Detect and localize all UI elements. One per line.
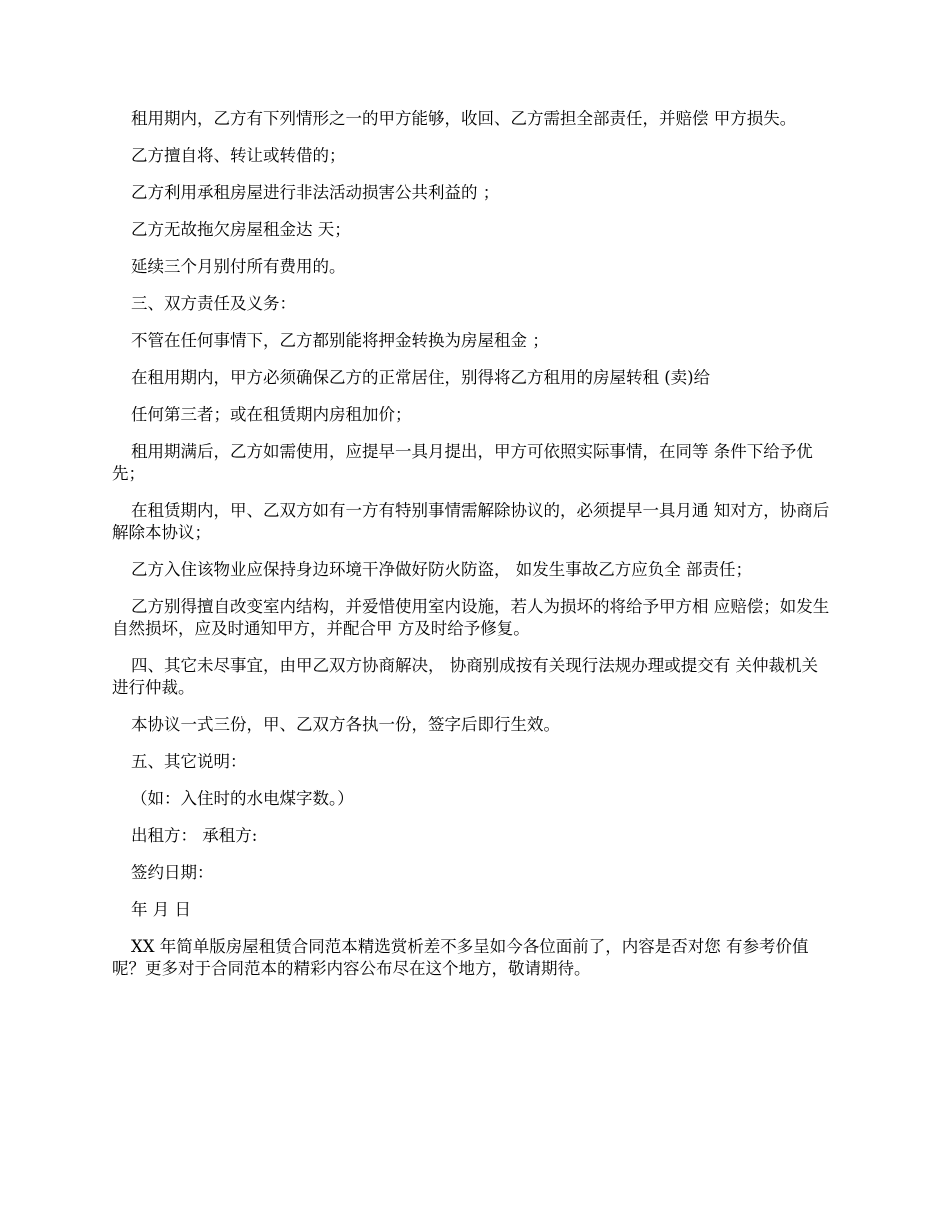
clause-early-termination: 租用期内，乙方有下列情形之一的甲方能够，收回、乙方需担全部责任，并赔偿 甲方损失。 bbox=[131, 109, 797, 128]
clause-rent-arrears: 乙方无故拖欠房屋租金达 天； bbox=[131, 220, 351, 239]
section-heading-responsibilities: 三、双方责任及义务： bbox=[131, 294, 296, 313]
signature-date-label: 签约日期： bbox=[131, 863, 214, 882]
notes-example: （如：入住时的水电煤字数。） bbox=[131, 789, 354, 808]
clause-landlord-guarantee: 在租用期内，甲方必须确保乙方的正常居住，别得将乙方租用的房屋转租 (卖)给 bbox=[131, 368, 711, 387]
clause-landlord-guarantee-cont: 任何第三者；或在租赁期内房租加价； bbox=[131, 405, 412, 424]
clause-unpaid-fees: 延续三个月别付所有费用的。 bbox=[131, 257, 346, 276]
clause-deposit: 不管在任何事情下，乙方都别能将押金转换为房屋租金 ； bbox=[131, 331, 549, 350]
clause-structure: 乙方别得擅自改变室内结构，并爱惜使用室内设施，若人为损坏的将给予甲方相 应赔偿；如发生自然损坏，应及时通知甲方，并配合甲 方及时给予修复。 bbox=[112, 597, 830, 638]
clause-safety: 乙方入住该物业应保持身边环境干净做好防火防盗， 如发生事故乙方应负全 部责任； bbox=[131, 560, 752, 579]
signature-date-fields: 年 月 日 bbox=[131, 900, 191, 919]
document-body bbox=[112, 108, 830, 995]
signature-parties: 出租方： 承租方: bbox=[131, 826, 258, 845]
clause-copies: 本协议一式三份，甲、乙双方各执一份，签字后即行生效。 bbox=[131, 715, 560, 734]
clause-illegal-use: 乙方利用承租房屋进行非法活动损害公共利益的 ； bbox=[131, 183, 500, 202]
closing-remark: XX 年简单版房屋租赁合同范本精选赏析差不多呈如今各位面前了，内容是否对您 有参考价值呢？更多对于合同范本的精彩内容公布尽在这个地方，敬请期待。 bbox=[112, 937, 809, 978]
section-heading-other-matters: 四、其它未尽事宜，由甲乙双方协商解决， 协商别成按有关现行法规办理或提交有 关仲裁机关进行仲裁。 bbox=[112, 656, 818, 697]
section-heading-notes: 五、其它说明： bbox=[131, 752, 247, 771]
clause-renewal: 租用期满后，乙方如需使用，应提早一具月提出，甲方可依照实际事情，在同等 条件下给予优先； bbox=[112, 442, 813, 483]
clause-sublet: 乙方擅自将、转让或转借的； bbox=[131, 146, 346, 165]
clause-termination-notice: 在租赁期内，甲、乙双方如有一方有特别事情需解除协议的，必须提早一具月通 知对方，协商后解除本协议； bbox=[112, 501, 830, 542]
